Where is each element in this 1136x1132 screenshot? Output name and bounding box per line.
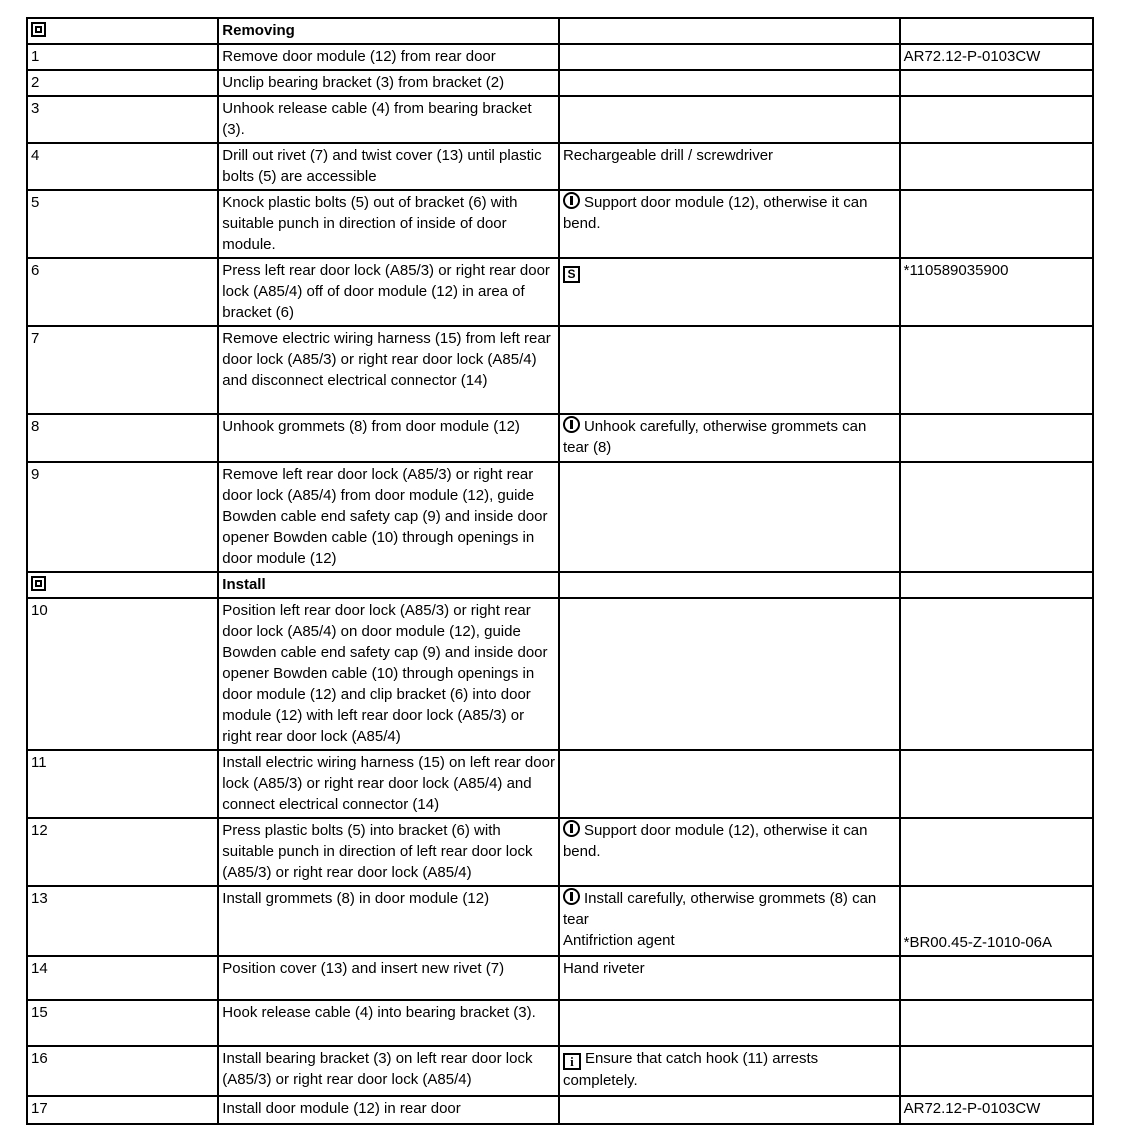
table-row — [27, 143, 1093, 190]
step-number: 12 — [27, 818, 218, 886]
step-number: 15 — [27, 1000, 218, 1046]
section-icon-cell — [27, 572, 218, 598]
table-row — [27, 96, 1093, 143]
step-note — [559, 44, 900, 70]
note-text-secondary: Antifriction agent — [562, 932, 675, 949]
caution-note-icon — [563, 416, 580, 433]
step-action: Hook release cable (4) into bearing bracket (3). — [218, 1000, 559, 1046]
step-reference — [900, 190, 1093, 258]
step-action: Unhook grommets (8) from door module (12) — [218, 414, 559, 462]
caution-note-icon — [563, 192, 580, 209]
step-number: 5 — [27, 190, 218, 258]
expand-icon — [31, 22, 46, 37]
note-text: Ensure that catch hook (11) arrests completely. — [562, 1050, 819, 1089]
table-row — [27, 750, 1093, 818]
step-note — [559, 258, 900, 326]
step-reference — [900, 886, 1093, 956]
step-reference — [900, 1000, 1093, 1046]
step-note — [559, 462, 900, 572]
step-reference — [900, 818, 1093, 886]
table-row — [27, 70, 1093, 96]
special-tool-icon: S — [563, 266, 580, 283]
step-action: Install grommets (8) in door module (12) — [218, 886, 559, 956]
note-text: Unhook carefully, otherwise grommets can tear (8) — [562, 418, 867, 456]
step-action: Position left rear door lock (A85/3) or right rear door lock (A85/4) on door module (12), guide Bowden cable end safety cap (9) and inside door opener Bowden cable (10) through openings in door module (12) and clip bracket (6) into door module (12) with left rear door lock (A85/3) or right rear door lock (A85/4) — [218, 598, 559, 750]
section-header-removing — [27, 18, 1093, 44]
table-row — [27, 462, 1093, 572]
note-text: Install carefully, otherwise grommets (8) can tear — [562, 890, 877, 928]
step-note — [559, 1096, 900, 1124]
step-number: 8 — [27, 414, 218, 462]
step-number: 14 — [27, 956, 218, 1000]
step-number: 7 — [27, 326, 218, 414]
step-note — [559, 818, 900, 886]
step-action: Install electric wiring harness (15) on left rear door lock (A85/3) or right rear door lock (A85/4) and connect electrical connector (14) — [218, 750, 559, 818]
table-row — [27, 598, 1093, 750]
step-action: Unhook release cable (4) from bearing bracket (3). — [218, 96, 559, 143]
step-action: Press plastic bolts (5) into bracket (6) with suitable punch in direction of left rear door lock (A85/3) or right rear door lock (A85/4) — [218, 818, 559, 886]
step-action: Unclip bearing bracket (3) from bracket (2) — [218, 70, 559, 96]
step-reference: AR72.12-P-0103CW — [900, 44, 1093, 70]
step-note — [559, 414, 900, 462]
step-number: 10 — [27, 598, 218, 750]
section-title: Removing — [218, 18, 559, 44]
step-note — [559, 1046, 900, 1096]
step-reference — [900, 414, 1093, 462]
step-note — [559, 96, 900, 143]
step-reference — [900, 598, 1093, 750]
step-note — [559, 326, 900, 414]
step-reference — [900, 462, 1093, 572]
step-reference — [900, 96, 1093, 143]
step-note — [559, 190, 900, 258]
step-action: Remove left rear door lock (A85/3) or right rear door lock (A85/4) from door module (12), guide Bowden cable end safety cap (9) and inside door opener Bowden cable (10) through openings in door module (12) — [218, 462, 559, 572]
caution-note-icon — [563, 820, 580, 837]
step-note — [559, 70, 900, 96]
note-text: Support door module (12), otherwise it can bend. — [562, 194, 868, 232]
step-number: 3 — [27, 96, 218, 143]
info-icon: i — [563, 1053, 581, 1070]
step-reference — [900, 70, 1093, 96]
step-note — [559, 750, 900, 818]
step-number: 9 — [27, 462, 218, 572]
step-number: 11 — [27, 750, 218, 818]
table-row — [27, 44, 1093, 70]
procedure-table — [26, 17, 1094, 1125]
step-action: Position cover (13) and insert new rivet (7) — [218, 956, 559, 1000]
step-note — [559, 598, 900, 750]
section-header-install — [27, 572, 1093, 598]
table-row — [27, 1000, 1093, 1046]
step-action: Drill out rivet (7) and twist cover (13) until plastic bolts (5) are accessible — [218, 143, 559, 190]
table-row — [27, 1096, 1093, 1124]
reference-text: *BR00.45-Z-1010-06A — [903, 934, 1053, 951]
step-reference — [900, 750, 1093, 818]
table-row — [27, 886, 1093, 956]
caution-note-icon — [563, 888, 580, 905]
step-number: 2 — [27, 70, 218, 96]
step-note — [559, 1000, 900, 1046]
note-text: Support door module (12), otherwise it can bend. — [562, 822, 868, 860]
step-number: 6 — [27, 258, 218, 326]
step-action: Remove electric wiring harness (15) from left rear door lock (A85/3) or right rear door lock (A85/4) and disconnect electrical connector (14) — [218, 326, 559, 414]
step-action: Install door module (12) in rear door — [218, 1096, 559, 1124]
step-note: Hand riveter — [559, 956, 900, 1000]
step-action: Knock plastic bolts (5) out of bracket (6) with suitable punch in direction of inside of door module. — [218, 190, 559, 258]
step-reference — [900, 956, 1093, 1000]
step-number: 17 — [27, 1096, 218, 1124]
table-row — [27, 1046, 1093, 1096]
table-row — [27, 258, 1093, 326]
table-row — [27, 414, 1093, 462]
table-row — [27, 190, 1093, 258]
step-number: 1 — [27, 44, 218, 70]
section-icon-cell — [27, 18, 218, 44]
step-number: 16 — [27, 1046, 218, 1096]
table-row — [27, 818, 1093, 886]
step-number: 13 — [27, 886, 218, 956]
expand-icon — [31, 576, 46, 591]
step-action: Remove door module (12) from rear door — [218, 44, 559, 70]
step-number: 4 — [27, 143, 218, 190]
step-note — [559, 886, 900, 956]
step-action: Install bearing bracket (3) on left rear door lock (A85/3) or right rear door lock (A85/4) — [218, 1046, 559, 1096]
step-note: Rechargeable drill / screwdriver — [559, 143, 900, 190]
table-row — [27, 956, 1093, 1000]
step-reference — [900, 326, 1093, 414]
step-reference — [900, 143, 1093, 190]
section-title: Install — [218, 572, 559, 598]
step-action: Press left rear door lock (A85/3) or right rear door lock (A85/4) off of door module (12) in area of bracket (6) — [218, 258, 559, 326]
step-reference: AR72.12-P-0103CW — [900, 1096, 1093, 1124]
step-reference — [900, 1046, 1093, 1096]
table-row — [27, 326, 1093, 414]
step-reference: *110589035900 — [900, 258, 1093, 326]
